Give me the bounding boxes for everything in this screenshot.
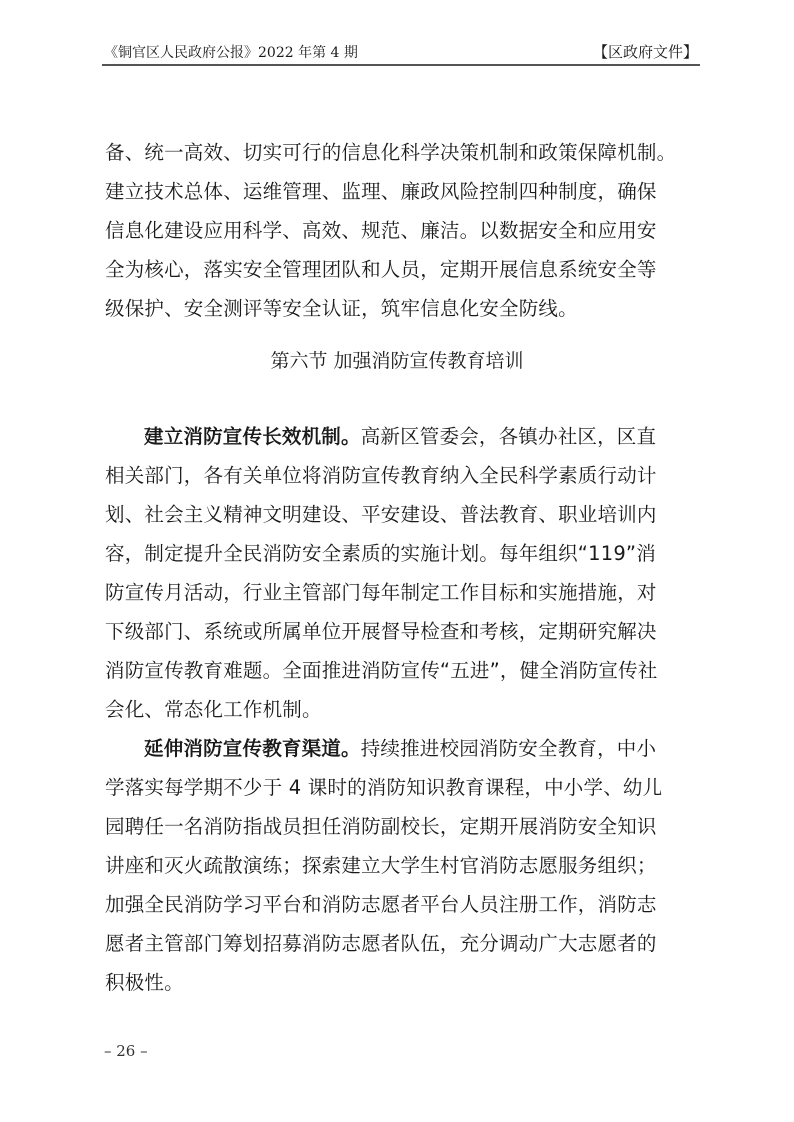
text-line: 防宣传月活动，行业主管部门每年制定工作目标和实施措施，对 <box>105 581 657 604</box>
text-span: 持续推进校园消防安全教育，中小 <box>360 737 657 760</box>
text-line: 相关部门，各有关单位将消防宣传教育纳入全民科学素质行动计 <box>105 464 657 487</box>
text-line: 建立技术总体、运维管理、监理、廉政风险控制四种制度，确保 <box>105 180 657 203</box>
text-line: 级保护、安全测评等安全认证，筑牢信息化安全防线。 <box>105 297 578 320</box>
header-divider <box>102 64 700 66</box>
text-line <box>144 736 744 762</box>
text-line: 愿者主管部门筹划招募消防志愿者队伍，充分调动广大志愿者的 <box>105 932 657 955</box>
text-span: 高新区管委会，各镇办社区，区直 <box>360 425 657 448</box>
text-line: 备、统一高效、切实可行的信息化科学决策机制和政策保障机制。 <box>105 141 677 164</box>
text-line: 积极性。 <box>105 971 184 994</box>
text-line <box>144 424 744 450</box>
text-line: 消防宣传教育难题。全面推进消防宣传“五进”，健全消防宣传社 <box>105 659 658 682</box>
text-line: 园聘任一名消防指战员担任消防副校长，定期开展消防安全知识 <box>105 815 657 838</box>
text-line: 信息化建设应用科学、高效、规范、廉洁。以数据安全和应用安 <box>105 219 657 242</box>
text-line: 下级部门、系统或所属单位开展督导检查和考核，定期研究解决 <box>105 620 657 643</box>
text-line: 会化、常态化工作机制。 <box>105 698 322 721</box>
text-line: 学落实每学期不少于 4 课时的消防知识教育课程，中小学、幼儿 <box>105 776 663 799</box>
paragraph-lead: 建立消防宣传长效机制。 <box>144 425 361 448</box>
text-line: 加强全民消防学习平台和消防志愿者平台人员注册工作，消防志 <box>105 893 657 916</box>
text-line: 讲座和灭火疏散演练；探索建立大学生村官消防志愿服务组织； <box>105 854 657 877</box>
page-number: – 26 – <box>104 1042 148 1060</box>
document-category: 【区政府文件】 <box>592 43 698 61</box>
text-line: 全为核心，落实安全管理团队和人员，定期开展信息系统安全等 <box>105 258 657 281</box>
text-line: 划、社会主义精神文明建设、平安建设、普法教育、职业培训内 <box>105 503 657 526</box>
section-title: 第六节 加强消防宣传教育培训 <box>270 350 524 372</box>
text-line: 容，制定提升全民消防安全素质的实施计划。每年组织“119”消 <box>105 542 656 565</box>
page-header <box>104 38 698 64</box>
paragraph-lead: 延伸消防宣传教育渠道。 <box>144 737 361 760</box>
publication-title: 《铜官区人民政府公报》2022 年第 4 期 <box>104 45 358 61</box>
